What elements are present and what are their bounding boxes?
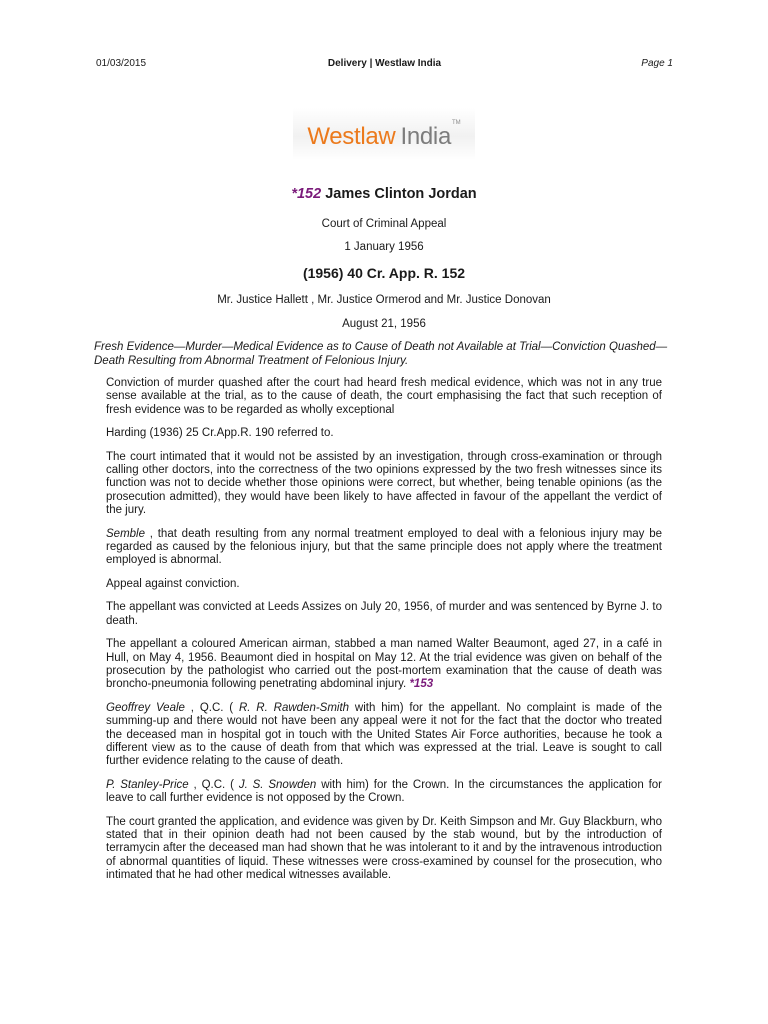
appellant-junior-name: R. R. Rawden-Smith — [238, 701, 350, 714]
document-source-title: Delivery | Westlaw India — [327, 58, 442, 69]
case-name: James Clinton Jordan — [325, 186, 477, 202]
paragraph-referred: Harding (1936) 25 Cr.App.R. 190 referred to. — [106, 427, 334, 440]
page-number: Page 1 — [641, 58, 673, 69]
paragraph-conviction: The appellant was convicted at Leeds Assizes on July 20, 1956, of murder and was sentenced by Byrne J. to death. — [106, 601, 662, 627]
print-date: 01/03/2015 — [96, 58, 147, 69]
judgment-body — [106, 377, 662, 893]
case-title — [0, 186, 768, 202]
appellant-submission: with him) for the appellant. No complaint is made of the summing-up and there would not have been any appeal were it not for the fact that the doctor who treated the deceased man in hospital got in touch with the United States Air Force authorities, because he took a different view as to the cause of death from that which was expressed at the trial. Leave is sought to call further evidence relating to the cause of death. — [106, 701, 662, 768]
judges-line: Mr. Justice Hallett , Mr. Justice Ormerod and Mr. Justice Donovan — [217, 294, 551, 306]
paragraph-court-intimation: The court intimated that it would not be assisted by an investigation, through cross-examination or through calling other doctors, into the correctness of the two opinions expressed by the two fresh witnesses since its function was not to decide whether those opinions were correct, but whether, being tenable opinions (as the prosecution admitted), they would have been likely to have affected in favour of the appellant the verdict of the jury. — [106, 450, 662, 517]
paragraph-semble — [106, 528, 662, 568]
case-citation: (1956) 40 Cr. App. R. 152 — [302, 265, 466, 281]
court-name: Court of Criminal Appeal — [321, 218, 447, 230]
logo-word-india: India — [400, 123, 452, 150]
headnote-catchwords: Fresh Evidence—Murder—Medical Evidence as to Cause of Death not Available at Trial—Conviction Quashed—Death Resulting from Abnormal Treatment of Felonious Injury. — [94, 341, 668, 367]
paragraph-summary: Conviction of murder quashed after the court had heard fresh medical evidence, which was not in any true sense available at the trial, as to the cause of death, the court emphasising the fact that such reception of fresh evidence was to be regarded as wholly exceptional — [106, 377, 662, 416]
trademark-mark: TM — [452, 120, 461, 126]
logo-area — [0, 108, 768, 160]
logo-word-westlaw: Westlaw — [307, 123, 396, 150]
paragraph-crown-counsel — [106, 779, 662, 806]
paragraph-appeal: Appeal against conviction. — [106, 577, 240, 590]
semble-label: Semble — [106, 527, 145, 540]
star-page-ref-153[interactable]: *153 — [409, 678, 434, 691]
paragraph-facts — [106, 638, 662, 692]
crown-submission: with him) for the Crown. In the circumstances the application for leave to call further evidence is not opposed by the Crown. — [106, 778, 663, 805]
case-date: 1 January 1956 — [344, 241, 424, 253]
westlaw-india-logo — [293, 108, 474, 160]
star-page-ref[interactable]: *152 — [291, 186, 322, 202]
appellant-counsel-name: Geoffrey Veale — [106, 701, 185, 714]
page-header — [96, 58, 673, 74]
crown-qc-text: , Q.C. ( — [188, 778, 239, 791]
paragraph-appellant-counsel — [106, 702, 662, 769]
semble-text: , that death resulting from any normal treatment employed to deal with a felonious injury may be regarded as caused by the felonious injury, but that the same principle does not apply where the treatment employed is abnormal. — [106, 527, 662, 567]
counsel-qc-text: , Q.C. ( — [184, 701, 239, 714]
paragraph-fresh-evidence: The court granted the application, and evidence was given by Dr. Keith Simpson and Mr. Guy Blackburn, who stated that in their opinion death had not been caused by the stab wound, but by the introduction of terramycin after the deceased man had shown that he was intolerant to it and by the intravenous introduction of abnormal quantities of liquid. These witnesses were cross-examined by counsel for the prosecution, who intimated that he had other medical witnesses available. — [106, 815, 662, 882]
crown-junior-name: J. S. Snowden — [238, 778, 317, 791]
crown-counsel-name: P. Stanley-Price — [106, 778, 189, 791]
facts-text: The appellant a coloured American airman, stabbed a man named Walter Beaumont, aged 27, in a café in Hull, on May 4, 1956. Beaumont died in hospital on May 12. At the trial evidence was given on behalf of the prosecution by the pathologist who carried out the post-mortem examination that the cause of death was broncho-pneumonia following penetrating abdominal injury. — [106, 638, 662, 691]
decision-date: August 21, 1956 — [342, 318, 426, 330]
